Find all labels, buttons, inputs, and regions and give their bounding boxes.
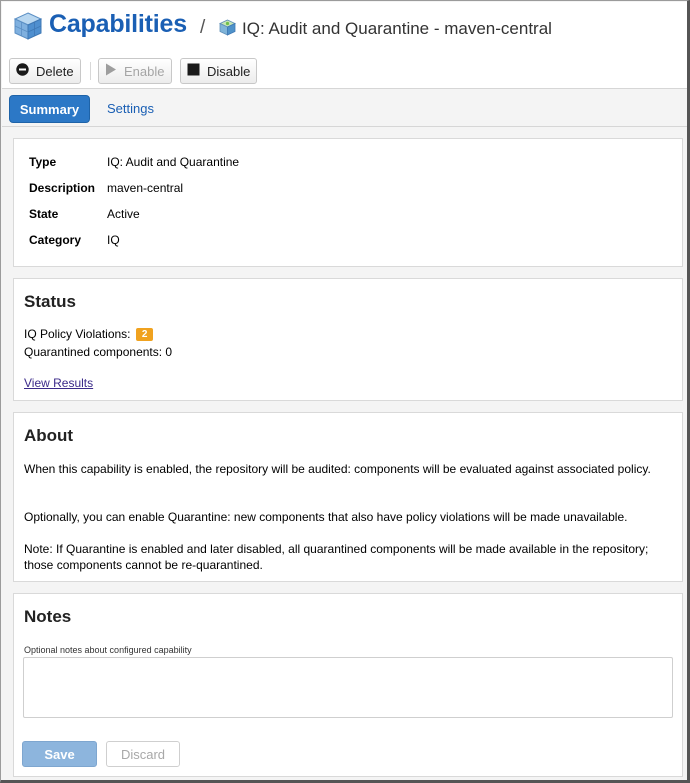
disable-label: Disable: [207, 63, 251, 79]
about-paragraph-3: Note: If Quarantine is enabled and later disabled, all quarantined components will be made available in the repository; those components cannot be re-quarantined.: [24, 542, 649, 572]
minus-circle-icon: [16, 63, 29, 79]
category-value: IQ: [107, 233, 120, 247]
enable-button[interactable]: [98, 58, 172, 84]
discard-button[interactable]: Discard: [106, 741, 180, 767]
quarantined-text: Quarantined components: 0: [24, 345, 173, 359]
page-header: [2, 2, 687, 52]
state-value: Active: [107, 207, 140, 221]
status-panel: [13, 278, 683, 401]
delete-button[interactable]: [9, 58, 81, 84]
notes-panel: [13, 593, 683, 777]
tab-summary[interactable]: Summary: [9, 95, 90, 123]
toolbar: [2, 52, 687, 89]
description-label: Description: [29, 181, 96, 195]
view-results-link[interactable]: View Results: [24, 376, 94, 390]
delete-label: Delete: [36, 63, 74, 79]
notes-title: Notes: [24, 607, 72, 626]
state-label: State: [29, 207, 59, 221]
play-icon: [105, 63, 117, 79]
tab-bar: [2, 89, 687, 127]
summary-panel: [13, 138, 683, 267]
violations-label: IQ Policy Violations:: [24, 327, 131, 341]
disable-button[interactable]: [180, 58, 257, 84]
about-panel: [13, 412, 683, 582]
description-value: maven-central: [107, 181, 184, 195]
breadcrumb-separator: /: [200, 17, 206, 38]
breadcrumb-current: IQ: Audit and Quarantine - maven-central: [242, 19, 552, 38]
notes-field-label: Optional notes about configured capability: [24, 645, 192, 655]
stop-icon: [187, 63, 200, 79]
status-title: Status: [24, 292, 76, 311]
type-label: Type: [29, 155, 57, 169]
capability-cube-icon: [219, 19, 236, 39]
type-value: IQ: Audit and Quarantine: [107, 155, 240, 169]
notes-textarea[interactable]: [23, 657, 673, 718]
tab-settings[interactable]: Settings: [107, 101, 154, 116]
toolbar-divider: [90, 62, 91, 80]
about-paragraph-1: When this capability is enabled, the repository will be audited: components will be evaluated against associated policy.: [24, 462, 651, 476]
enable-label: Enable: [124, 63, 165, 79]
violations-count-badge: 2: [136, 328, 154, 341]
about-paragraph-2: Optionally, you can enable Quarantine: new components that also have policy violations will be made unavailable.: [24, 510, 628, 524]
category-label: Category: [29, 233, 82, 247]
about-title: About: [24, 426, 74, 445]
capabilities-cube-icon: [13, 11, 43, 44]
page-title: Capabilities: [49, 10, 187, 38]
save-button[interactable]: Save: [22, 741, 97, 767]
violations-line: [24, 327, 153, 341]
